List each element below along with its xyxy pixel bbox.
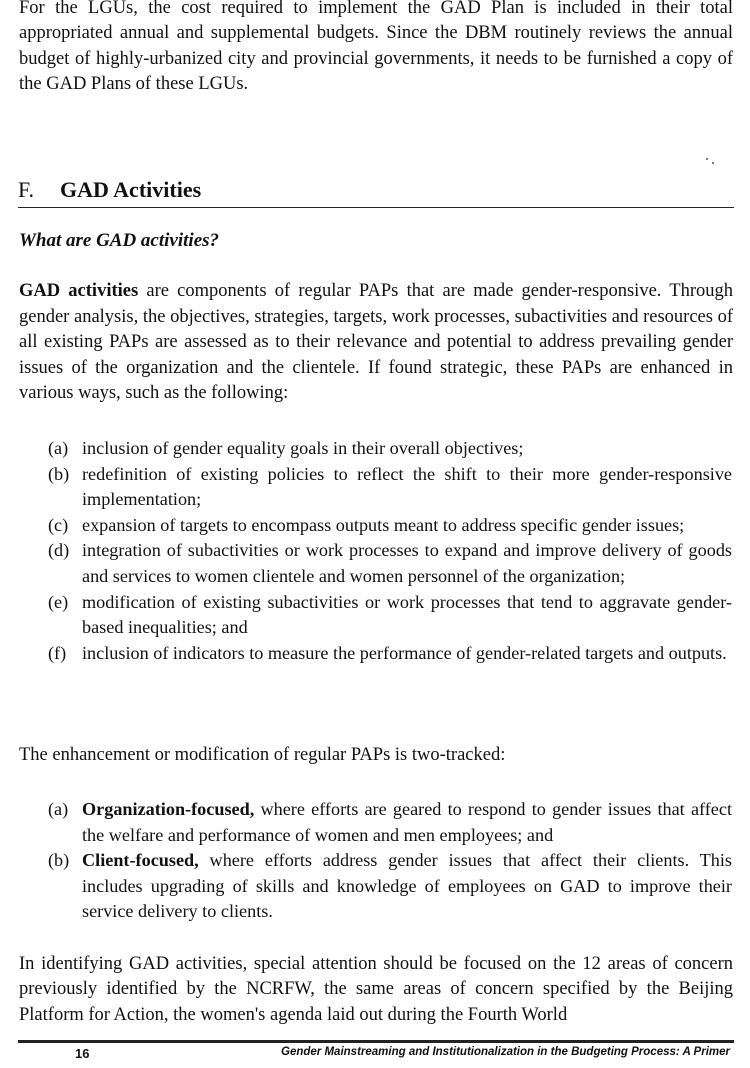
section-number: F. bbox=[18, 177, 34, 202]
definition-term: GAD activities bbox=[19, 281, 139, 301]
section-title: GAD Activities bbox=[60, 177, 202, 202]
list-marker: (c) bbox=[48, 514, 69, 535]
list-item-text: where efforts are geared to respond to gender issues that affect the welfare and performance of women and men employees; and bbox=[82, 799, 732, 845]
list-item-text: integration of subactivities or work processes to expand and improve delivery of goods and services to women clientele and women personnel of the organization; bbox=[82, 540, 732, 586]
enhancement-list bbox=[48, 436, 732, 666]
list-marker: (d) bbox=[48, 540, 70, 561]
scan-speck bbox=[712, 162, 714, 164]
list-marker: (a) bbox=[48, 438, 69, 458]
tracks-intro: The enhancement or modification of regular PAPs is two-tracked: bbox=[19, 745, 506, 765]
list-item bbox=[48, 848, 732, 925]
definition-paragraph bbox=[19, 279, 733, 407]
list-item bbox=[48, 436, 732, 462]
subheading: What are GAD activities? bbox=[19, 230, 220, 251]
list-item bbox=[48, 538, 732, 589]
list-item bbox=[48, 590, 732, 641]
list-item-text: modification of existing subactivities or work processes that tend to aggravate gender-based inequalities; and bbox=[82, 591, 732, 638]
list-item-text: redefinition of existing policies to reflect the shift to their more gender-responsive implementation; bbox=[82, 463, 732, 510]
list-item-text: inclusion of indicators to measure the performance of gender-related targets and outputs. bbox=[82, 642, 727, 663]
list-marker: (b) bbox=[48, 850, 70, 871]
definition-text: are components of regular PAPs that are made gender-responsive. Through gender analysis, the objectives, strategies, targets, work processes, subactivities and resources of all existing PAPs are assessed as to their relevance and potential to address prevailing gender issues of the organization and the clientele. If found strategic, these PAPs are enhanced in various ways, such as the following: bbox=[19, 281, 733, 404]
list-marker: (a) bbox=[48, 799, 69, 819]
page-footer bbox=[0, 1046, 750, 1064]
list-item-text: inclusion of gender equality goals in their overall objectives; bbox=[82, 438, 524, 458]
list-item bbox=[48, 797, 732, 848]
track-term: Organization-focused, bbox=[82, 799, 255, 819]
tracks-list bbox=[48, 797, 732, 925]
list-item-text: where efforts address gender issues that affect their clients. This includes upgrading of skills and knowledge of employees on GAD to improve their service delivery to clients. bbox=[82, 850, 732, 922]
closing-paragraph: In identifying GAD activities, special attention should be focused on the 12 areas of concern previously identified by the NCRFW, the same areas of concern specified by the Beijing Platform for Action, the women's agenda laid out during the Fourth World bbox=[19, 954, 733, 1025]
intro-paragraph: For the LGUs, the cost required to implement the GAD Plan is included in their total appropriated annual and supplemental budgets. Since the DBM routinely reviews the annual budget of highly-urbanized city and provincial governments, it needs to be furnished a copy of the GAD Plans of these LGUs. bbox=[19, 0, 733, 95]
footer-title: Gender Mainstreaming and Institutionalization in the Budgeting Process: A Primer bbox=[281, 1046, 730, 1058]
track-term: Client-focused, bbox=[82, 850, 199, 871]
page-number: 16 bbox=[75, 1046, 90, 1061]
section-divider bbox=[18, 207, 734, 208]
list-item-text: expansion of targets to encompass outputs meant to address specific gender issues; bbox=[82, 514, 685, 535]
list-item bbox=[48, 462, 732, 513]
list-marker: (f) bbox=[48, 642, 67, 663]
footer-rule bbox=[18, 1040, 734, 1043]
scan-speck bbox=[706, 158, 708, 160]
section-heading bbox=[18, 176, 734, 204]
list-item bbox=[48, 641, 732, 667]
list-marker: (e) bbox=[48, 591, 69, 612]
list-item bbox=[48, 513, 732, 539]
list-marker: (b) bbox=[48, 463, 70, 484]
